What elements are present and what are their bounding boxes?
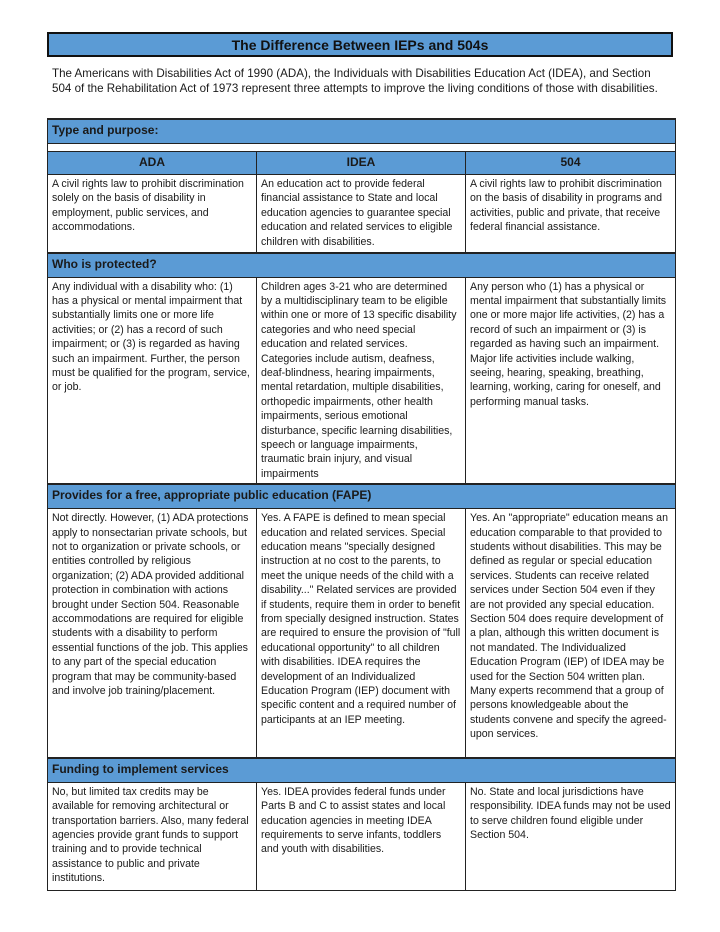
section-heading: Funding to implement services: [48, 758, 676, 783]
document-title: The Difference Between IEPs and 504s: [47, 32, 673, 57]
comparison-table: [47, 118, 676, 891]
cell-idea: Children ages 3-21 who are determined by a multidisciplinary team to be eligible within one or more of 13 specific disability categories and who need special education and related services. Categories include autism, deafness, deaf-blindness, hearing impairments, mental retardation, multiple disabilities, orthopedic impairments, other health impairments, serious emotional disturbance, specific learning disabilities, speech or language impairments, traumatic brain injury, and visual impairments: [257, 277, 466, 484]
cell-504: Any person who (1) has a physical or mental impairment that substantially limits one or more major life activities, (2) has a record of such an impairment or (3) is regarded as having such an impairment. Major life activities include walking, seeing, hearing, speaking, breathing, learning, working, caring for oneself, and performing manual tasks.: [466, 277, 676, 484]
cell-ada: Any individual with a disability who: (1) has a physical or mental impairment that substantially limits one or more life activities; or (2) has a record of such impairment; or (3) is regarded as having such an impairment. Further, the person must be qualified for the program, service, or job.: [48, 277, 257, 484]
section-heading: Type and purpose:: [48, 119, 676, 144]
cell-504: No. State and local jurisdictions have responsibility. IDEA funds may not be used to serve children found eligible under Section 504.: [466, 782, 676, 890]
cell-ada: Not directly. However, (1) ADA protections apply to nonsectarian private schools, but not to organization or private schools, or entities controlled by religious organization; (2) ADA provided additional protection in combination with actions brought under Section 504. Reasonable accommodations are required for eligible students with a disability to perform essential functions of the job. This applies to any part of the special education program that may be community-based and involve job training/placement.: [48, 509, 257, 758]
column-header-504: 504: [466, 152, 676, 175]
cell-idea: Yes. IDEA provides federal funds under Parts B and C to assist states and local education agencies in meeting IDEA requirements to serve infants, toddlers and youth with disabilities.: [257, 782, 466, 890]
section-heading: Provides for a free, appropriate public education (FAPE): [48, 484, 676, 509]
section-header-who-protected: [48, 253, 676, 278]
section-header-fape: [48, 484, 676, 509]
cell-idea: Yes. A FAPE is defined to mean special education and related services. Special education means "specially designed instruction at no cost to the parents, to meet the unique needs of the child with a disability..." Related services are provided if students, require them in order to benefit from specially designed instruction. States are required to ensure the provision of "full educational opportunity" to all children with disabilities. IDEA requires the development of an Individualized Education Program (IEP) document with specific content and a required number of participants at an IEP meeting.: [257, 509, 466, 758]
cell-504: A civil rights law to prohibit discrimination on the basis of disability in programs and activities, public and private, that receive federal financial assistance.: [466, 175, 676, 253]
spacer-row: [48, 144, 676, 152]
table-row: [48, 277, 676, 484]
table-row: [48, 509, 676, 758]
table-row: [48, 782, 676, 890]
column-header-ada: ADA: [48, 152, 257, 175]
cell-ada: No, but limited tax credits may be available for removing architectural or transportation barriers. Also, many federal agencies provide grant funds to support training and to provide technical assistance to public and private institutions.: [48, 782, 257, 890]
cell-504: Yes. An "appropriate" education means an education comparable to that provided to students without disabilities. This may be defined as regular or special education services. Students can receive related services under Section 504 even if they are not provided any special education. Section 504 does require development of a plan, although this written document is not mandated. The Individualized Education Program (IEP) of IDEA may be used for the Section 504 written plan. Many experts recommend that a group of persons knowledgeable about the students convene and specify the agreed-upon services.: [466, 509, 676, 758]
cell-ada: A civil rights law to prohibit discrimination solely on the basis of disability in employment, public services, and accommodations.: [48, 175, 257, 253]
section-heading: Who is protected?: [48, 253, 676, 278]
column-header-idea: IDEA: [257, 152, 466, 175]
column-header-row: [48, 152, 676, 175]
section-header-type-purpose: [48, 119, 676, 144]
table-row: [48, 175, 676, 253]
cell-idea: An education act to provide federal financial assistance to State and local education agencies to guarantee special education and related services to eligible children with disabilities.: [257, 175, 466, 253]
intro-paragraph: The Americans with Disabilities Act of 1990 (ADA), the Individuals with Disabilities Education Act (IDEA), and Section 504 of the Rehabilitation Act of 1973 represent three attempts to improve the living conditions of those with disabilities.: [52, 67, 658, 95]
section-header-funding: [48, 758, 676, 783]
